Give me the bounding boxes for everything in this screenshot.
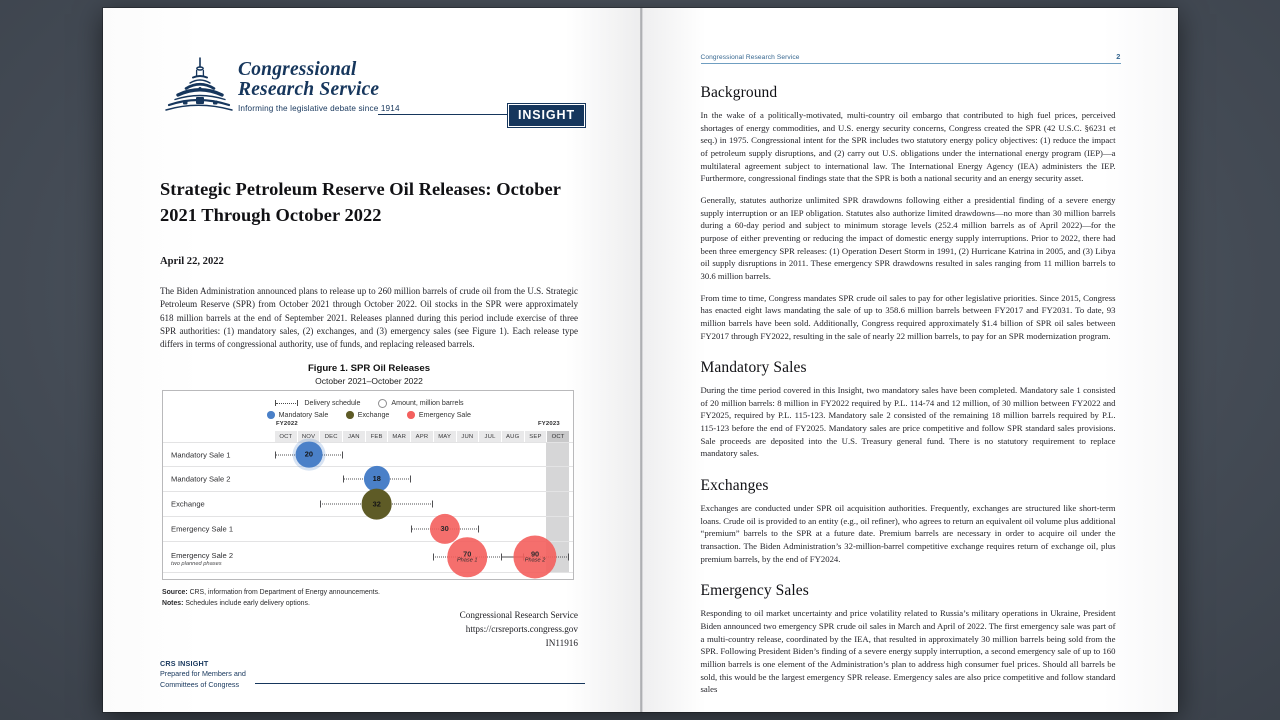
footer-line-1: CRS INSIGHT: [160, 659, 209, 668]
colophon: [160, 609, 578, 651]
lede-paragraph: The Biden Administration announced plans to release up to 260 million barrels of crude oil from the U.S. Strategic Petroleum Reserve (SPR) from October 2021 through October 2022. Oil stocks in the SPR were approximately 618 million barrels at the end of September 2021. Releases planned during this period include exercise of three SPR authorities: (1) mandatory sales, (2) exchanges, and (3) emergency sales (see Figure 1). Each release type differs in terms of congressional authority, use of funds, and replacing released barrels.: [160, 286, 578, 349]
chart-track: [275, 492, 569, 516]
figure-notes-line: [162, 598, 580, 609]
crs-wordmark: [238, 60, 379, 100]
chart-rows: [163, 442, 574, 573]
section-heading: Mandatory Sales: [700, 359, 807, 377]
section-paragraph: Exchanges are conducted under SPR oil acquisition authorities. Frequently, exchanges are structured like short-term loans. Crude oil is provided to an entity (e.g., oil refiner), who agrees to return an equivalent oil volume plus additional “premium” barrels to the SPR at a future date. Premium barrels are necessary in order to acquire oil under the transaction. The Biden Administration’s 32-million-barrel competitive exchange requires return of exchange oil, plus premium barrels, by the end of FY2024.: [700, 503, 1116, 564]
crs-wordmark-line2: Research Service: [238, 78, 380, 100]
figure-subtitle: October 2021–October 2022: [315, 376, 423, 386]
chart-row: [163, 517, 574, 542]
chart-bubble-amount: 32: [372, 499, 381, 509]
month-cell-jan-3: JAN: [343, 431, 366, 442]
article-body: [701, 84, 1116, 705]
month-cell-feb-4: FEB: [366, 431, 389, 442]
page-gutter: [640, 8, 643, 712]
chart-row: [163, 542, 574, 573]
legend-item-emergency-sale: [407, 411, 471, 419]
page-number: 2: [1116, 52, 1121, 61]
insight-badge: INSIGHT: [508, 104, 585, 127]
running-head-title: Congressional Research Service: [700, 54, 800, 61]
chart-track: [275, 443, 569, 466]
section-heading: Emergency Sales: [700, 582, 809, 600]
month-cell-nov-1: NOV: [298, 431, 321, 442]
month-cell-jul-9: JUL: [479, 431, 502, 442]
running-head-rule: [701, 63, 1121, 64]
chart-bubble-phase: Phase 1: [456, 557, 478, 564]
legend-item-mandatory-sale: [267, 411, 328, 419]
colophon-product-id: IN11916: [545, 637, 578, 648]
chart-bubble-amount: 90: [530, 549, 540, 558]
month-cell-oct-0: OCT: [275, 431, 298, 442]
chart-row-label: Emergency Sale 2: [171, 551, 234, 560]
crs-wordmark-line1: Congressional: [238, 59, 357, 80]
figure-notes-text: Schedules include early delivery options.: [185, 600, 310, 608]
mandatory-sale-swatch-icon: [267, 411, 275, 419]
section-paragraph: Generally, statutes authorize unlimited SPR drawdowns following either a presidential finding of a severe energy supply interruption or an IEP obligation. Statutes also authorize limited drawdowns—no more than 30 million barrels during a 60-day period and subject to minimum storage levels (252.4 million barrels as of April 2022)—for the purpose of either preventing or reducing the impact of domestic energy supply interruptions. Prior to 2022, there had been three emergency SPR releases: (1) Operation Desert Storm in 1991, (2) Hurricane Katrina in 2005, and (3) Libya oil supply disruptions in 2011. These emergency SPR drawdowns resulted in sales ranging from 11 million barrels to 30.6 million barrels.: [700, 194, 1116, 281]
exchange-swatch-icon: [346, 411, 354, 419]
chart-track: [275, 542, 569, 572]
legend-item-exchange: [346, 411, 389, 419]
page-right: [641, 8, 1179, 712]
chart-legend: [163, 397, 574, 421]
month-cell-sep-11: SEP: [525, 431, 548, 442]
legend-label-delivery-schedule: Delivery schedule: [304, 399, 361, 407]
chart-row-label: Emergency Sale 1: [171, 524, 234, 534]
open-circle-icon: [378, 399, 387, 408]
chart-track: [275, 467, 569, 491]
legend-item-delivery-schedule: [274, 399, 360, 407]
crs-tagline: Informing the legislative debate since 1914: [238, 104, 400, 113]
section-paragraph: During the time period covered in this Insight, two mandatory sales have been completed. Mandatory sale 1 consisted of 20 million barrels: 8 million in FY2022 required by P.L. 114-74 and 12 million, of 30 million between FY2022 and FY2025, required by P.L. 115-123. Mandatory sale 2 consisted of the remaining 18 million barrels required by P.L. 115-123 before the end of FY2025. Mandatory sales are price competitive and follow SPR standard sales provisions. Sale proceeds are deposited into the U.S. Treasury general fund. There is no statutory requirement to replace mandatory sales.: [700, 385, 1116, 459]
chart-row: [163, 442, 574, 467]
legend-label-amount: Amount, million barrels: [391, 399, 464, 407]
chart-row-label: Exchange: [171, 499, 205, 509]
section-paragraph: From time to time, Congress mandates SPR crude oil sales to pay for other legislative priorities. Since 2015, Congress has enacted eight laws mandating the sale of up to 358.6 million barrels between FY2017 and FY2031. To date, 93 million barrels have been sold. Additionally, Congress required approximately $1.4 billion of SPR oil sales between FY2017 through FY2022, resulting in the sale of nearly 22 million barrels, to pay for an SPR modernization program.: [700, 292, 1116, 341]
month-header-row: [275, 431, 569, 442]
month-cell-apr-6: APR: [411, 431, 434, 442]
legend-label-emergency-sale: Emergency Sale: [418, 411, 471, 419]
chart-bubble-phase: Phase 2: [524, 557, 546, 564]
colophon-url[interactable]: https://crsreports.congress.gov: [465, 623, 578, 634]
fiscal-year-label-fy2023: FY2023: [538, 421, 560, 427]
figure-source-label: Source:: [162, 589, 188, 596]
emergency-sale-swatch-icon: [407, 411, 415, 419]
chart-bubble[interactable]: [295, 441, 322, 468]
colophon-org: Congressional Research Service: [459, 610, 578, 620]
document-spread: [103, 8, 1178, 712]
figure-source-line: [162, 587, 580, 598]
chart-row-label: Mandatory Sale 2: [171, 474, 231, 484]
chart-bubble[interactable]: [361, 489, 392, 520]
month-cell-may-7: MAY: [434, 431, 457, 442]
figure-source-text: CRS, information from Department of Energy announcements.: [189, 589, 380, 596]
capitol-dome-logo: [160, 56, 234, 123]
publication-date: April 22, 2022: [160, 256, 224, 267]
figure-chart: [162, 390, 574, 580]
legend-label-exchange: Exchange: [357, 411, 390, 419]
masthead: [160, 56, 585, 134]
footer-line-2: Prepared for Members and: [160, 669, 246, 678]
delivery-schedule-icon: [274, 400, 300, 407]
legend-item-amount: [378, 399, 463, 408]
chart-bubble[interactable]: [430, 514, 460, 544]
page-footer: [160, 659, 585, 690]
chart-row: [163, 467, 574, 492]
month-cell-dec-2: DEC: [320, 431, 343, 442]
month-cell-aug-10: AUG: [502, 431, 525, 442]
chart-row-label: Mandatory Sale 1: [171, 450, 231, 459]
chart-bubble[interactable]: [447, 537, 487, 577]
section-paragraph: Responding to oil market uncertainty and price volatility related to Russia’s military operations in Ukraine, President Biden announced two emergency SPR crude oil sales in March and April of 2022. The first emergency sale was part of a multi-country release, coordinated by the IEA, that resulted in approximately 30 million barrels being sold from the SPR. Following President Biden’s finding of a severe energy supply interruption, a second emergency sale of up to 160 million barrels is one element of the Administration’s plan to address high consumer fuel prices. Should all barrels be sold, this would be the largest emergency SPR release. Emergency sales are also price competitive and follow standard sales: [700, 608, 1116, 695]
chart-bubble-amount: 30: [440, 524, 449, 534]
month-cell-mar-5: MAR: [388, 431, 411, 442]
page-left: [103, 8, 641, 712]
footer-rule: [255, 683, 585, 684]
legend-label-mandatory-sale: Mandatory Sale: [278, 411, 329, 419]
month-cell-jun-8: JUN: [457, 431, 480, 442]
chart-bubble-amount: 20: [304, 449, 314, 459]
page-title: Strategic Petroleum Reserve Oil Releases: October 2021 Through October 2022: [160, 179, 561, 226]
figure-source-notes: [162, 587, 580, 609]
figure-title: Figure 1. SPR Oil Releases: [307, 363, 431, 374]
month-cell-oct-12: OCT: [547, 431, 569, 442]
footer-line-3: Committees of Congress: [160, 680, 240, 690]
fiscal-year-label-fy2022: FY2022: [276, 421, 298, 427]
section-paragraph: In the wake of a politically-motivated, multi-country oil embargo that contributed to high fuel prices, perceived shortages of energy commodities, and U.S. energy security concerns, Congress created the SPR (42 U.S.C. §6231 et seq.) in 1975. Congressional intent for the SPR includes two statutory energy policy objectives: (1) reduce the impact of petroleum supply disruptions, and (2) carry out U.S. obligations under the international energy program (IEP)—a multilateral agreement subject to international law. The International Energy Agency (IEA) administers the IEP. Furthermore, congressional findings state that the SPR is both a national security and an energy security asset.: [700, 110, 1116, 184]
chart-bubble-amount: 18: [372, 474, 381, 484]
section-heading: Background: [700, 84, 778, 101]
chart-row-sublabel: two planned phases: [171, 561, 222, 567]
running-head: [701, 52, 1121, 61]
chart-row: [163, 492, 574, 517]
section-heading: Exchanges: [700, 477, 769, 495]
chart-bubble-amount: 70: [463, 549, 472, 558]
chart-bubble[interactable]: [514, 535, 557, 578]
figure-notes-label: Notes:: [162, 600, 184, 608]
